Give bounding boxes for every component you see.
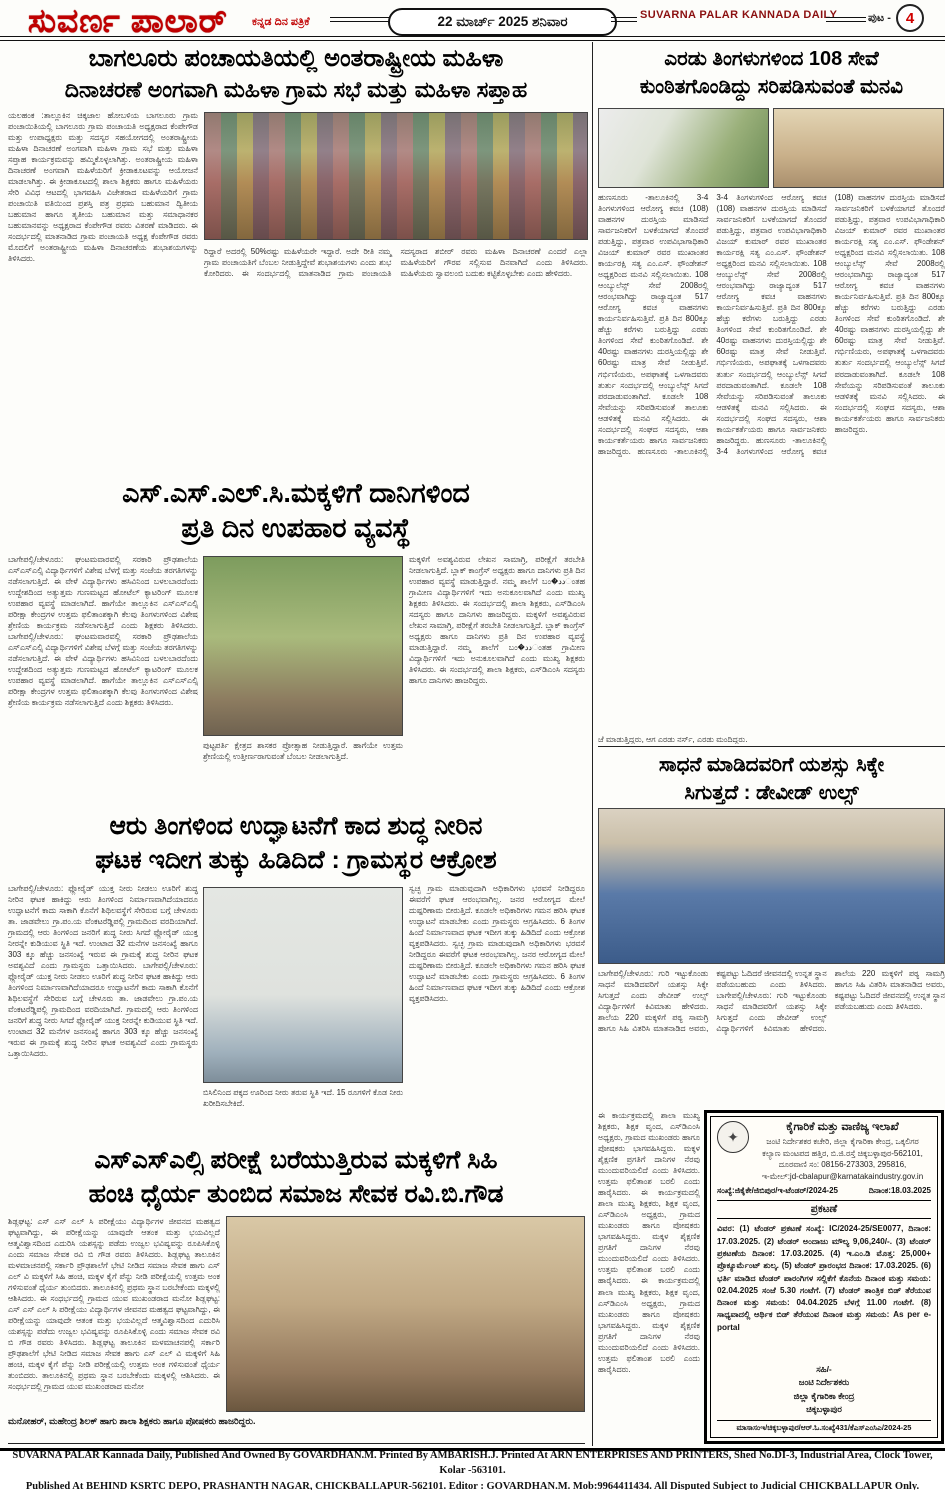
notice-ro-number: ಮಾಸಾಸಂಇ/ಚಿಕ್ಕಬಳ್ಳಾಪುರ/ಆರ್.ಓ.ಸಂಖ್ಯೆ431/ಕೆಎಸ್ಎಂಸಿಎ/2024-25	[717, 1420, 931, 1433]
right-article1-tail: ಜೆ ಮಾಡುತ್ತಿದ್ದರು, ಆಗ ಎರಡು ನರ್ಸ್, ಎರಡು ಮಂದಿದ್ದರು.	[598, 735, 748, 744]
right-article2-headline-line1: ಸಾಧನೆ ಮಾಡಿದವರಿಗೆ ಯಶಸ್ಸು ಸಿಕ್ಕೇ	[658, 754, 885, 776]
masthead-rule-left	[330, 17, 390, 22]
article4-headline-line2: ಹಂಚಿ ಧೈರ್ಯ ತುಂಬಿದ ಸಮಾಜ ಸೇವಕ ರವಿ.ಬಿ.ಗೌಡ	[88, 1180, 504, 1208]
notice-title: ಪ್ರಕಟಣೆ	[717, 1200, 931, 1219]
masthead-date: 22 ಮಾರ್ಚ್ 2025 ಶನಿವಾರ	[388, 8, 617, 36]
article4-photo-caption: ಮನೋಹರ್, ಮಹೇಂದ್ರ ಶಿಲಕ್ ಹಾಗು ಶಾಲಾ ಶಿಕ್ಷಕರು ಹಾಗೂ ಪೋಷಕರು ಹಾಜರಿದ್ದರು.	[8, 1416, 256, 1426]
masthead-tagline: ಕನ್ನಡ ದಿನ ಪತ್ರಿಕೆ	[252, 16, 310, 28]
article1-body-cols23: ರಿದ್ದಾರೆ ಅದರಲ್ಲಿ 50%ರಷ್ಟು ಮಹಿಳೆಯರೇ ಇದ್ದಾರೆ. ಅದೇ ರೀತಿ ನಮ್ಮ ಗ್ರಾಮ ಪಂಚಾಯತಿಗೆ ಬೆಂಬಲ ನೀಡುತ್ತಿದ್ದೇವೆ ಶುಭಾಶಯಗಳು ಎಂದು ಶುಭ ಕೋರಿದರು. ಈ ಸಂದರ್ಭದಲ್ಲಿ ಮಾತನಾಡಿದ ಗ್ರಾಮ ಪಂಚಾಯತಿ ಸದಸ್ಯರಾದ ಶಬೀರ್ ರವರು ಮಹಿಳಾ ದಿನಾಚರಣೆ ಎಂದರೆ ಎಲ್ಲಾ ಮಹಿಳೆಯರಿಗೆ ಗೌರವ ಸಲ್ಲಿಸುವ ದಿನವಾಗಿದೆ ಎಂದು ತಿಳಿಸಿದರು. ಮಹಿಳೆಯರು ಸ್ವಾವಲಂಬಿ ಬದುಕು ಕಟ್ಟಿಕೊಳ್ಳಬೇಕು ಎಂದು ಹೇಳಿದರು.	[204, 247, 588, 279]
article1-headline-line1: ಬಾಗಲೂರು ಪಂಚಾಯತಿಯಲ್ಲಿ ಅಂತರಾಷ್ಟ್ರೀಯ ಮಹಿಳಾ	[88, 45, 504, 72]
right-article1-photo-ambulance	[598, 108, 769, 188]
masthead-bottom-rule	[0, 36, 945, 41]
page-label: ಪುಟ -	[868, 12, 891, 24]
article4-bottom-rule	[8, 1443, 585, 1444]
article1-headline-line2: ದಿನಾಚರಣೆ ಅಂಗವಾಗಿ ಮಹಿಳಾ ಗ್ರಾಮ ಸಭೆ ಮತ್ತು ಮಹಿಳಾ ಸಪ್ತಾಹ	[64, 77, 528, 102]
tender-notice-box	[704, 1110, 944, 1444]
imprint-line1: SUVARNA PALAR Kannada Daily, Published And Owned By GOVARDHAN.M. Printed By AMBARISH.J. Printed At ARN ENTERPRISES AND PRINTERS, Shed No.DI-3, Industrial Area, Clock Tower, Kolar -563101.	[12, 1450, 933, 1477]
notice-sign-place: ಚಿಕ್ಕಬಳ್ಳಾಪುರ	[806, 1404, 842, 1415]
notice-sign-designation: ಜಂಟಿ ನಿರ್ದೇಶಕರು	[798, 1377, 850, 1388]
article2-headline-line2: ಪ್ರತಿ ದಿನ ಉಪಹಾರ ವ್ಯವಸ್ಥೆ	[181, 513, 411, 543]
notice-body: ವಿವರ: (1) ಟೆಂಡರ್ ಪ್ರಕಟಣೆ ಸಂಖ್ಯೆ: IC/2024-25/SE0077, ದಿನಾಂಕ: 17.03.2025. (2) ಟೆಂಡರ್ ಅಂದಾಜು ಮೌಲ್ಯ 9,06,240/-. (3) ಟೆಂಡರ್ ಪ್ರಕಟಣೆಯ ದಿನಾಂಕ: 17.03.2025. (4) ಇ.ಎಂ.ಡಿ ಮೊತ್ತ: 25,000+ ಪ್ರೊಕ್ಯೂರ್ಮೆಂಟ್ ಶುಲ್ಕ. (5) ಟೆಂಡರ್ ಪ್ರಾರಂಭದ ದಿನಾಂಕ: 17.03.2025. (6) ಭರ್ತಿ ಮಾಡಿದ ಟೆಂಡರ್ ಪಾರಂಗಿಗಳ ಸಲ್ಲಿಕೆಗೆ ಕೊನೆಯ ದಿನಾಂಕ ಮತ್ತು ಸಮಯ: 02.04.2025 ಸಂಜೆ 5.30 ಗಂಟೆಗೆ. (7) ಟೆಂಡರ್ ತಾಂತ್ರಿಕ ಬಿಡ್ ತೆರೆಯುವ ದಿನಾಂಕ ಮತ್ತು ಸಮಯ: 04.04.2025 ಬೆಳಗ್ಗೆ 11.00 ಗಂಟೆಗೆ. (8) ಸಾಧ್ಯವಾದಲ್ಲಿ ಆರ್ಥಿಕ ಬಿಡ್ ತೆರೆಯುವ ದಿನಾಂಕ ಮತ್ತು ಸಮಯ: As per e-portal	[717, 1224, 931, 1332]
article2-body-col1: ಬಾಗೇಪಲ್ಲಿ/ಚೇಳೂರು: ಘಂಟಮವಾರವಲ್ಲಿ ಸರಕಾರಿ ಪ್ರೌಢಶಾಲೆಯ ಎಸ್ಎಸ್ಎಲ್ಸಿ ವಿದ್ಯಾರ್ಥಿಗಳಿಗೆ ವಿಶೇಷ ಬೆಳಗ್ಗೆ ಮತ್ತು ಸಂಜೆಯ ತರಗತಿಗಳನ್ನು ನಡೆಸಲಾಗುತ್ತಿದೆ. ಈ ವೇಳೆ ವಿದ್ಯಾರ್ಥಿಗಳು ಹಸಿವಿನಿಂದ ಬಳಲಬಾರದೆಂದು ಉದ್ದೇಶದಿಂದ ಅತ್ಯುತ್ತಮ ಗುಣಮಟ್ಟದ ಹೋಟೆಲ್ ಕ್ಯಾಟರಿಂಗ್ ಮೂಲಕ ಉಪಹಾರ ವ್ಯವಸ್ಥೆ ಮಾಡಲಾಗಿದೆ. ಹಾಗೆಯೇ ತಾಲ್ಲೂಕಿನ ಎಸ್ಎಸ್ಎಲ್ಸಿ ಪರೀಕ್ಷಾ ಕೇಂದ್ರಗಳ ಉತ್ತಮ ಫಲಿತಾಂಶಕ್ಕಾಗಿ ಕೆಲವು ತಿಂಗಳುಗಳಿಂದ ವಿಶೇಷ ಶ್ರೇಣಿಯ ಕಾರ್ಯಕ್ರಮ ನಡೆಸಲಾಗುತ್ತಿದೆ ಎಂದು ಶಿಕ್ಷಕರು ತಿಳಿಸಿದರು. ಬಾಗೇಪಲ್ಲಿ/ಚೇಳೂರು: ಘಂಟಮವಾರವಲ್ಲಿ ಸರಕಾರಿ ಪ್ರೌಢಶಾಲೆಯ ಎಸ್ಎಸ್ಎಲ್ಸಿ ವಿದ್ಯಾರ್ಥಿಗಳಿಗೆ ವಿಶೇಷ ಬೆಳಗ್ಗೆ ಮತ್ತು ಸಂಜೆಯ ತರಗತಿಗಳನ್ನು ನಡೆಸಲಾಗುತ್ತಿದೆ. ಈ ವೇಳೆ ವಿದ್ಯಾರ್ಥಿಗಳು ಹಸಿವಿನಿಂದ ಬಳಲಬಾರದೆಂದು ಉದ್ದೇಶದಿಂದ ಅತ್ಯುತ್ತಮ ಗುಣಮಟ್ಟದ ಹೋಟೆಲ್ ಕ್ಯಾಟರಿಂಗ್ ಮೂಲಕ ಉಪಹಾರ ವ್ಯವಸ್ಥೆ ಮಾಡಲಾಗಿದೆ. ಹಾಗೆಯೇ ತಾಲ್ಲೂಕಿನ ಎಸ್ಎಸ್ಎಲ್ಸಿ ಪರೀಕ್ಷಾ ಕೇಂದ್ರಗಳ ಉತ್ತಮ ಫಲಿತಾಂಶಕ್ಕಾಗಿ ಕೆಲವು ತಿಂಗಳುಗಳಿಂದ ವಿಶೇಷ ಶ್ರೇಣಿಯ ಕಾರ್ಯಕ್ರಮ ನಡೆಸಲಾಗುತ್ತಿದೆ ಎಂದು ಶಿಕ್ಷಕರು ತಿಳಿಸಿದರು.	[8, 555, 198, 708]
article4-photo	[226, 1216, 585, 1412]
notice-ref-date: ದಿನಾಂಕ:18.03.2025	[868, 1186, 931, 1196]
imprint-line2: Published At BEHIND KSRTC DEPO, PRASHANTH NAGAR, CHICKBALLAPUR-562101. Editor : GOVARDHAN.M. Mob:9964411434. All Disputed Subject to Judicial CHICKBALLAPUR Only.	[25, 1480, 920, 1490]
right-article2-photo	[598, 808, 945, 964]
article2-body-under-photo: ಪುಟ್ಟಪರ್ತಿ ಕ್ಷೇತ್ರದ ಶಾಸಕರ ಪ್ರೋತ್ಸಾಹ ನೀಡುತ್ತಿದ್ದಾರೆ. ಹಾಗೆಯೇ ಉತ್ತಮ ಶ್ರೇಣಿಯಲ್ಲಿ ಉತ್ತೀರ್ಣರಾಗುವಂತೆ ಬೆಂಬಲ ನೀಡಲಾಗುತ್ತಿದೆ.	[203, 741, 403, 762]
article3-headline-line2: ಘಟಕ ಇದೀಗ ತುಕ್ಕು ಹಿಡಿದಿದೆ : ಗ್ರಾಮಸ್ಥರ ಆಕ್ರೋಶ	[95, 846, 497, 874]
article2-headline-line1: ಎಸ್.ಎಸ್.ಎಲ್.ಸಿ.ಮಕ್ಕಳಿಗೆ ದಾನಿಗಳಿಂದ	[122, 478, 470, 508]
department-emblem-icon: ✦	[717, 1121, 749, 1153]
notice-addr3: ದೂರವಾಣಿ ಸಂ: 08156-273303, 295816,	[778, 1160, 907, 1170]
notice-sign-slash: ಸಹಿ/-	[816, 1363, 832, 1374]
notice-addr1: ಜಂಟಿ ನಿರ್ದೇಶಕರ ಕಚೇರಿ, ಜಿಲ್ಲಾ ಕೈಗಾರಿಕಾ ಕೇಂದ್ರ, ಒಕ್ಕಲಿಗರ	[766, 1137, 919, 1146]
center-column-divider	[592, 42, 593, 1446]
right-article2-body-narrow: ಈ ಕಾರ್ಯಕ್ರಮದಲ್ಲಿ ಶಾಲಾ ಮುಖ್ಯ ಶಿಕ್ಷಕರು, ಶಿಕ್ಷಕ ವೃಂದ, ಎಸ್‌ಡಿಎಂಸಿ ಅಧ್ಯಕ್ಷರು, ಗ್ರಾಮದ ಮುಖಂಡರು ಹಾಗೂ ಪೋಷಕರು ಭಾಗವಹಿಸಿದ್ದರು. ಮಕ್ಕಳ ಶೈಕ್ಷಣಿಕ ಪ್ರಗತಿಗೆ ದಾನಿಗಳ ನೆರವು ಮುಂದುವರಿಯಲಿದೆ ಎಂದು ತಿಳಿಸಿದರು. ಉತ್ತಮ ಫಲಿತಾಂಶ ಬರಲಿ ಎಂದು ಹಾರೈಸಿದರು. ಈ ಕಾರ್ಯಕ್ರಮದಲ್ಲಿ ಶಾಲಾ ಮುಖ್ಯ ಶಿಕ್ಷಕರು, ಶಿಕ್ಷಕ ವೃಂದ, ಎಸ್‌ಡಿಎಂಸಿ ಅಧ್ಯಕ್ಷರು, ಗ್ರಾಮದ ಮುಖಂಡರು ಹಾಗೂ ಪೋಷಕರು ಭಾಗವಹಿಸಿದ್ದರು. ಮಕ್ಕಳ ಶೈಕ್ಷಣಿಕ ಪ್ರಗತಿಗೆ ದಾನಿಗಳ ನೆರವು ಮುಂದುವರಿಯಲಿದೆ ಎಂದು ತಿಳಿಸಿದರು. ಉತ್ತಮ ಫಲಿತಾಂಶ ಬರಲಿ ಎಂದು ಹಾರೈಸಿದರು. ಈ ಕಾರ್ಯಕ್ರಮದಲ್ಲಿ ಶಾಲಾ ಮುಖ್ಯ ಶಿಕ್ಷಕರು, ಶಿಕ್ಷಕ ವೃಂದ, ಎಸ್‌ಡಿಎಂಸಿ ಅಧ್ಯಕ್ಷರು, ಗ್ರಾಮದ ಮುಖಂಡರು ಹಾಗೂ ಪೋಷಕರು ಭಾಗವಹಿಸಿದ್ದರು. ಮಕ್ಕಳ ಶೈಕ್ಷಣಿಕ ಪ್ರಗತಿಗೆ ದಾನಿಗಳ ನೆರವು ಮುಂದುವರಿಯಲಿದೆ ಎಂದು ತಿಳಿಸಿದರು. ಉತ್ತಮ ಫಲಿತಾಂಶ ಬರಲಿ ಎಂದು ಹಾರೈಸಿದರು.	[598, 1111, 700, 1374]
article1-body-col1: ಯಲಹಂಕ :ತಾಲ್ಲೂಕಿನ ಚಿಕ್ಕಜಾಲ ಹೋಬಳಿಯ ಬಾಗಲೂರು ಗ್ರಾಮ ಪಂಚಾಯಿತಿಯಲ್ಲಿ ಬಾಗಲೂರು ಗ್ರಾಮ ಪಂಚಾಯತಿ ಅಧ್ಯಕ್ಷರಾದ ಕೆಂಪೇಗೌಡ ಮತ್ತು ಉಪಾಧ್ಯಕ್ಷರು ಮತ್ತು ಸದಸ್ಯರ ಸಹಯೋಗದಲ್ಲಿ ಅಂತರಾಷ್ಟ್ರೀಯ ಮಹಿಳಾ ದಿನಾಚರಣೆ ಅಂಗವಾಗಿ ಮಹಿಳಾ ಗ್ರಾಮ ಸಭೆ ಮತ್ತು ಮಹಿಳಾ ಸಪ್ತಾಹ ಕಾರ್ಯಕ್ರಮವನ್ನು ಹಮ್ಮಿಕೊಳ್ಳಲಾಗಿತ್ತು. ಅಂತರಾಷ್ಟ್ರೀಯ ಮಹಿಳಾ ದಿನಾಚರಣೆ ಅಂಗವಾಗಿ ಮಹಿಳೆಯರಿಗೆ ಕ್ರೀಡಾಕೂಟವನ್ನು ಆಯೋಜನೆ ಮಾಡಲಾಗಿತ್ತು. ಈ ಕ್ರೀಡಾಕೂಟದಲ್ಲಿ ಶಾಲಾ ಶಿಕ್ಷಕರು ಹಾಗೂ ಮಹಿಳೆಯರು ಸೇರಿ ವಿವಿಧ ಆಟದಲ್ಲಿ ಭಾಗವಹಿಸಿ ವಿಜೇತರಾದ ಮಹಿಳೆಯರಿಗೆ ಗ್ರಾಮ ಪಂಚಾಯಿತಿ ವತಿಯಿಂದ ಪ್ರಶಸ್ತಿ ಪತ್ರ ಪ್ರಥಮ ಬಹುಮಾನ ದ್ವಿತೀಯ ಬಹುಮಾನ ಹಾಗೂ ತೃತೀಯ ಬಹುಮಾನ ಮತ್ತು ಸಮಾಧಾನಕರ ಬಹುಮಾನವನ್ನು ಅಧ್ಯಕ್ಷರಾದ ಕೆಂಪೇಗೌಡ ರವರು ವಿತರಣೆ ಮಾಡಿದರು. ಈ ಸಂದರ್ಭದಲ್ಲಿ ಮಾತನಾಡಿದ ಗ್ರಾಮ ಪಂಚಾಯತಿ ಅಧ್ಯಕ್ಷ ಕೆಂಪೇಗೌಡ ರವರು ಮೊದಲಿಗೆ ಅಂತರಾಷ್ಟ್ರೀಯ ಮಹಿಳಾ ದಿನಾಚರಣೆಯ ಶುಭಾಶಯಗಳನ್ನು ತಿಳಿಸಿದರು.	[8, 111, 198, 264]
right-article1-photo-office	[773, 108, 944, 188]
article4-headline-line1: ಎಸ್ಎಸ್ಎಲ್ಸಿ ಪರೀಕ್ಷೆ ಬರೆಯುತ್ತಿರುವ ಮಕ್ಕಳಿಗೆ ಸಿಹಿ	[94, 1146, 498, 1174]
right-article1-body: ಹುಣಸೂರು -ತಾಲೂಕಿನಲ್ಲಿ 3-4 ತಿಂಗಳುಗಳಿಂದ ಆರೋಗ್ಯ ಕವಚ (108) ವಾಹನಗಳ ದುರಸ್ತಿಯ ಮಾಡಿಸದೆ ಸಾರ್ವಜನಿಕರಿಗೆ ಬಳಕೆಯಾಗದೆ ತೊಂದರೆ ಪಡುತ್ತಿದ್ದು, ಪತ್ರವಾರ ಉಪವಿಭಾಗಾಧಿಕಾರಿ ವಿಜಯ್ ಕುಮಾರ್ ರವರ ಮುಖಾಂತರ ಕಾರ್ಯರಕ್ಷಿ ಸತ್ಯ ಎಂ.ಎಸ್. ಫೌಂಡೇಶನ್ ಅಧ್ಯಕ್ಷರಿಂದ ಮನವಿ ಸಲ್ಲಿಸಲಾಯಿತು. 108 ಆಂಬ್ಯುಲೆನ್ಸ್ ಸೇವೆ 2008ರಲ್ಲಿ ಆರಂಭವಾಗಿದ್ದು ರಾಜ್ಯಾದ್ಯಂತ 517 ಆರೋಗ್ಯ ಕವಚ ವಾಹನಗಳು ಕಾರ್ಯನಿರ್ವಹಿಸುತ್ತಿವೆ. ಪ್ರತಿ ದಿನ 800ಕ್ಕೂ ಹೆಚ್ಚು ಕರೆಗಳು ಬರುತ್ತಿದ್ದು ಎರಡು ತಿಂಗಳಿಂದ ಸೇವೆ ಕುಂಠಿತಗೊಂಡಿದೆ. ಶೇ 40ರಷ್ಟು ವಾಹನಗಳು ದುರಸ್ತಿಯಲ್ಲಿದ್ದು ಶೇ 60ರಷ್ಟು ಮಾತ್ರ ಸೇವೆ ನೀಡುತ್ತಿವೆ. ಗರ್ಭಿಣಿಯರು, ಅಪಘಾತಕ್ಕೆ ಒಳಗಾದವರು ತುರ್ತು ಸಂದರ್ಭದಲ್ಲಿ ಆಂಬ್ಯುಲೆನ್ಸ್ ಸಿಗದೆ ಪರದಾಡುವಂತಾಗಿದೆ. ಕೂಡಲೇ 108 ಸೇವೆಯನ್ನು ಸರಿಪಡಿಸುವಂತೆ ತಾಲೂಕು ಆಡಳಿತಕ್ಕೆ ಮನವಿ ಸಲ್ಲಿಸಿದರು. ಈ ಸಂದರ್ಭದಲ್ಲಿ ಸಂಘದ ಸದಸ್ಯರು, ಆಶಾ ಕಾರ್ಯಕರ್ತೆಯರು ಹಾಗೂ ಸಾರ್ವಜನಿಕರು ಹಾಜರಿದ್ದರು. ಹುಣಸೂರು -ತಾಲೂಕಿನಲ್ಲಿ 3-4 ತಿಂಗಳುಗಳಿಂದ ಆರೋಗ್ಯ ಕವಚ (108) ವಾಹನಗಳ ದುರಸ್ತಿಯ ಮಾಡಿಸದೆ ಸಾರ್ವಜನಿಕರಿಗೆ ಬಳಕೆಯಾಗದೆ ತೊಂದರೆ ಪಡುತ್ತಿದ್ದು, ಪತ್ರವಾರ ಉಪವಿಭಾಗಾಧಿಕಾರಿ ವಿಜಯ್ ಕುಮಾರ್ ರವರ ಮುಖಾಂತರ ಕಾರ್ಯರಕ್ಷಿ ಸತ್ಯ ಎಂ.ಎಸ್. ಫೌಂಡೇಶನ್ ಅಧ್ಯಕ್ಷರಿಂದ ಮನವಿ ಸಲ್ಲಿಸಲಾಯಿತು. 108 ಆಂಬ್ಯುಲೆನ್ಸ್ ಸೇವೆ 2008ರಲ್ಲಿ ಆರಂಭವಾಗಿದ್ದು ರಾಜ್ಯಾದ್ಯಂತ 517 ಆರೋಗ್ಯ ಕವಚ ವಾಹನಗಳು ಕಾರ್ಯನಿರ್ವಹಿಸುತ್ತಿವೆ. ಪ್ರತಿ ದಿನ 800ಕ್ಕೂ ಹೆಚ್ಚು ಕರೆಗಳು ಬರುತ್ತಿದ್ದು ಎರಡು ತಿಂಗಳಿಂದ ಸೇವೆ ಕುಂಠಿತಗೊಂಡಿದೆ. ಶೇ 40ರಷ್ಟು ವಾಹನಗಳು ದುರಸ್ತಿಯಲ್ಲಿದ್ದು ಶೇ 60ರಷ್ಟು ಮಾತ್ರ ಸೇವೆ ನೀಡುತ್ತಿವೆ. ಗರ್ಭಿಣಿಯರು, ಅಪಘಾತಕ್ಕೆ ಒಳಗಾದವರು ತುರ್ತು ಸಂದರ್ಭದಲ್ಲಿ ಆಂಬ್ಯುಲೆನ್ಸ್ ಸಿಗದೆ ಪರದಾಡುವಂತಾಗಿದೆ. ಕೂಡಲೇ 108 ಸೇವೆಯನ್ನು ಸರಿಪಡಿಸುವಂತೆ ತಾಲೂಕು ಆಡಳಿತಕ್ಕೆ ಮನವಿ ಸಲ್ಲಿಸಿದರು. ಈ ಸಂದರ್ಭದಲ್ಲಿ ಸಂಘದ ಸದಸ್ಯರು, ಆಶಾ ಕಾರ್ಯಕರ್ತೆಯರು ಹಾಗೂ ಸಾರ್ವಜನಿಕರು ಹಾಜರಿದ್ದರು. ಹುಣಸೂರು -ತಾಲೂಕಿನಲ್ಲಿ 3-4 ತಿಂಗಳುಗಳಿಂದ ಆರೋಗ್ಯ ಕವಚ (108) ವಾಹನಗಳ ದುರಸ್ತಿಯ ಮಾಡಿಸದೆ ಸಾರ್ವಜನಿಕರಿಗೆ ಬಳಕೆಯಾಗದೆ ತೊಂದರೆ ಪಡುತ್ತಿದ್ದು, ಪತ್ರವಾರ ಉಪವಿಭಾಗಾಧಿಕಾರಿ ವಿಜಯ್ ಕುಮಾರ್ ರವರ ಮುಖಾಂತರ ಕಾರ್ಯರಕ್ಷಿ ಸತ್ಯ ಎಂ.ಎಸ್. ಫೌಂಡೇಶನ್ ಅಧ್ಯಕ್ಷರಿಂದ ಮನವಿ ಸಲ್ಲಿಸಲಾಯಿತು. 108 ಆಂಬ್ಯುಲೆನ್ಸ್ ಸೇವೆ 2008ರಲ್ಲಿ ಆರಂಭವಾಗಿದ್ದು ರಾಜ್ಯಾದ್ಯಂತ 517 ಆರೋಗ್ಯ ಕವಚ ವಾಹನಗಳು ಕಾರ್ಯನಿರ್ವಹಿಸುತ್ತಿವೆ. ಪ್ರತಿ ದಿನ 800ಕ್ಕೂ ಹೆಚ್ಚು ಕರೆಗಳು ಬರುತ್ತಿದ್ದು ಎರಡು ತಿಂಗಳಿಂದ ಸೇವೆ ಕುಂಠಿತಗೊಂಡಿದೆ. ಶೇ 40ರಷ್ಟು ವಾಹನಗಳು ದುರಸ್ತಿಯಲ್ಲಿದ್ದು ಶೇ 60ರಷ್ಟು ಮಾತ್ರ ಸೇವೆ ನೀಡುತ್ತಿವೆ. ಗರ್ಭಿಣಿಯರು, ಅಪಘಾತಕ್ಕೆ ಒಳಗಾದವರು ತುರ್ತು ಸಂದರ್ಭದಲ್ಲಿ ಆಂಬ್ಯುಲೆನ್ಸ್ ಸಿಗದೆ ಪರದಾಡುವಂತಾಗಿದೆ. ಕೂಡಲೇ 108 ಸೇವೆಯನ್ನು ಸರಿಪಡಿಸುವಂತೆ ತಾಲೂಕು ಆಡಳಿತಕ್ಕೆ ಮನವಿ ಸಲ್ಲಿಸಿದರು. ಈ ಸಂದರ್ಭದಲ್ಲಿ ಸಂಘದ ಸದಸ್ಯರು, ಆಶಾ ಕಾರ್ಯಕರ್ತೆಯರು ಹಾಗೂ ಸಾರ್ವಜನಿಕರು ಹಾಜರಿದ್ದರು.	[598, 193, 945, 456]
masthead-brand-english: SUVARNA PALAR KANNADA DAILY	[640, 9, 838, 21]
article3-body-under-photo: ಬಿಸಿಲಿನಿಂದ ಪಕ್ಕದ ಊರಿಂದ ನೀರು ತರುವ ಸ್ಥಿತಿ ಇದೆ. 15 ರೂಗಳಿಗೆ ಕೊಡ ನೀರು ಖರೀದಿಸಬೇಕಿದೆ.	[203, 1088, 403, 1109]
right-article2-headline-line2: ಸಿಗುತ್ತದೆ : ಡೇವೀಡ್ ಉಲ್ಸ್	[684, 782, 859, 804]
article2-body-col3: ಮಕ್ಕಳಿಗೆ ಅವಶ್ಯವಿರುವ ಲೇಖನ ಸಾಮಾಗ್ರಿ, ಪರೀಕ್ಷೆಗೆ ತರಬೇತಿ ನೀಡಲಾಗುತ್ತಿದೆ. ಬ್ಲಾಕ್ ಕಾಂಗ್ರೆಸ್ ಅಧ್ಯಕ್ಷರು ಹಾಗೂ ದಾನಿಗಳು ಪ್ರತಿ ದಿನ ಉಪಹಾರ ವ್ಯವಸ್ಥೆ ಮಾಡುತ್ತಿದ್ದಾರೆ. ನಮ್ಮ ಶಾಲೆಗೆ ಬಂ�ددಂತಹ ಗ್ರಾಮೀಣ ವಿದ್ಯಾರ್ಥಿಗಳಿಗೆ ಇದು ಅನುಕೂಲವಾಗಿದೆ ಎಂದು ಮುಖ್ಯ ಶಿಕ್ಷಕರು ತಿಳಿಸಿದರು. ಈ ಸಂದರ್ಭದಲ್ಲಿ ಶಾಲಾ ಶಿಕ್ಷಕರು, ಎಸ್‌ಡಿಎಂಸಿ ಸದಸ್ಯರು ಹಾಗೂ ದಾನಿಗಳು ಹಾಜರಿದ್ದರು. ಮಕ್ಕಳಿಗೆ ಅವಶ್ಯವಿರುವ ಲೇಖನ ಸಾಮಾಗ್ರಿ, ಪರೀಕ್ಷೆಗೆ ತರಬೇತಿ ನೀಡಲಾಗುತ್ತಿದೆ. ಬ್ಲಾಕ್ ಕಾಂಗ್ರೆಸ್ ಅಧ್ಯಕ್ಷರು ಹಾಗೂ ದಾನಿಗಳು ಪ್ರತಿ ದಿನ ಉಪಹಾರ ವ್ಯವಸ್ಥೆ ಮಾಡುತ್ತಿದ್ದಾರೆ. ನಮ್ಮ ಶಾಲೆಗೆ ಬಂ�ددಂತಹ ಗ್ರಾಮೀಣ ವಿದ್ಯಾರ್ಥಿಗಳಿಗೆ ಇದು ಅನುಕೂಲವಾಗಿದೆ ಎಂದು ಮುಖ್ಯ ಶಿಕ್ಷಕರು ತಿಳಿಸಿದರು. ಈ ಸಂದರ್ಭದಲ್ಲಿ ಶಾಲಾ ಶಿಕ್ಷಕರು, ಎಸ್‌ಡಿಎಂಸಿ ಸದಸ್ಯರು ಹಾಗೂ ದಾನಿಗಳು ಹಾಜರಿದ್ದರು.	[409, 555, 585, 686]
notice-ref-no: ಸಂಖ್ಯೆ:ಜಿಕೈಕೇ/ಜಿಬಿಪುರ/ಇ-ಟೆಂಡರ್/2024-25	[717, 1186, 838, 1196]
notice-dept-title: ಕೈಗಾರಿಕೆ ಮತ್ತು ವಾಣಿಜ್ಯ ಇಲಾಖೆ	[786, 1121, 899, 1133]
article3-photo	[203, 887, 403, 1083]
masthead-brand-kannada: ಸುವರ್ಣ ಪಾಲಾರ್	[28, 2, 228, 39]
right-article2-body: ಬಾಗೇಪಲ್ಲಿ/ಚೇಳೂರು: ಗುರಿ ಇಟ್ಟುಕೊಂಡು ಸಾಧನೆ ಮಾಡಿದವರಿಗೆ ಯಶಸ್ಸು ಸಿಕ್ಕೇ ಸಿಗುತ್ತದೆ ಎಂದು ಡೇವೀಡ್ ಉಲ್ಸ್ ವಿದ್ಯಾರ್ಥಿಗಳಿಗೆ ಕಿವಿಮಾತು ಹೇಳಿದರು. ಶಾಲೆಯ 220 ಮಕ್ಕಳಿಗೆ ಪಠ್ಯ ಸಾಮಗ್ರಿ ಹಾಗೂ ಸಿಹಿ ವಿತರಿಸಿ ಮಾತನಾಡಿದ ಅವರು, ಕಷ್ಟಪಟ್ಟು ಓದಿದರೆ ಜೀವನದಲ್ಲಿ ಉನ್ನತ ಸ್ಥಾನ ಪಡೆಯಬಹುದು ಎಂದು ತಿಳಿಸಿದರು. ಬಾಗೇಪಲ್ಲಿ/ಚೇಳೂರು: ಗುರಿ ಇಟ್ಟುಕೊಂಡು ಸಾಧನೆ ಮಾಡಿದವರಿಗೆ ಯಶಸ್ಸು ಸಿಕ್ಕೇ ಸಿಗುತ್ತದೆ ಎಂದು ಡೇವೀಡ್ ಉಲ್ಸ್ ವಿದ್ಯಾರ್ಥಿಗಳಿಗೆ ಕಿವಿಮಾತು ಹೇಳಿದರು. ಶಾಲೆಯ 220 ಮಕ್ಕಳಿಗೆ ಪಠ್ಯ ಸಾಮಗ್ರಿ ಹಾಗೂ ಸಿಹಿ ವಿತರಿಸಿ ಮಾತನಾಡಿದ ಅವರು, ಕಷ್ಟಪಟ್ಟು ಓದಿದರೆ ಜೀವನದಲ್ಲಿ ಉನ್ನತ ಸ್ಥಾನ ಪಡೆಯಬಹುದು ಎಂದು ತಿಳಿಸಿದರು.	[598, 969, 945, 1034]
article1-photo	[204, 112, 588, 240]
masthead-rule-mid	[611, 17, 637, 22]
imprint-footer	[0, 1448, 945, 1490]
article3-body-col1: ಬಾಗೇಪಲ್ಲಿ/ಚೇಳೂರು: ಫ್ಲೋರೈಡ್ ಯುಕ್ತ ನೀರು ನೀಡಲು ಊರಿಗೆ ಶುದ್ಧ ನೀರಿನ ಘಟಕ ಹಾಕಿದ್ದು ಆರು ತಿಂಗಳಿಂದ ನಿರ್ಮಾಣವಾಗಿದೆಯಾದರೂ ಉದ್ಘಾಟನೆಗೆ ಕಾದು ಸಾಕಾಗಿ ಕೊನೆಗೆ ಶಿಥಿಲವಸ್ಥೆಗೆ ಸೇರಿರುವ ಬಗ್ಗೆ ಚೇಳೂರು ತಾ. ಜಾಡವೇಲು ಗ್ರಾ.ಪಂ.ಯ ವೆಂಕಟರೆಡ್ಡಿಪಲ್ಲಿ ಗ್ರಾಮದಿಂದ ವರದಿಯಾಗಿದೆ. ಗ್ರಾಮದಲ್ಲಿ ಆರು ತಿಂಗಳಿಂದ ಜನರಿಗೆ ಶುದ್ಧ ನೀರು ಸಿಗದೆ ಫ್ಲೋರೈಡ್ ಯುಕ್ತ ನೀರನ್ನೇ ಕುಡಿಯುವ ಸ್ಥಿತಿ ಇದೆ. ಉಂಟಾದ 32 ಮನೆಗಳ ಜನಸಂಖ್ಯೆ ಹಾಗೂ 303 ಕ್ಕೂ ಹೆಚ್ಚು ಜನಸಂಖ್ಯೆ ಇರುವ ಈ ಗ್ರಾಮಕ್ಕೆ ಶುದ್ಧ ನೀರಿನ ಘಟಕ ಅವಶ್ಯವಿದೆ ಎಂದು ಗ್ರಾಮಸ್ಥರು ಒತ್ತಾಯಿಸಿದರು. ಬಾಗೇಪಲ್ಲಿ/ಚೇಳೂರು: ಫ್ಲೋರೈಡ್ ಯುಕ್ತ ನೀರು ನೀಡಲು ಊರಿಗೆ ಶುದ್ಧ ನೀರಿನ ಘಟಕ ಹಾಕಿದ್ದು ಆರು ತಿಂಗಳಿಂದ ನಿರ್ಮಾಣವಾಗಿದೆಯಾದರೂ ಉದ್ಘಾಟನೆಗೆ ಕಾದು ಸಾಕಾಗಿ ಕೊನೆಗೆ ಶಿಥಿಲವಸ್ಥೆಗೆ ಸೇರಿರುವ ಬಗ್ಗೆ ಚೇಳೂರು ತಾ. ಜಾಡವೇಲು ಗ್ರಾ.ಪಂ.ಯ ವೆಂಕಟರೆಡ್ಡಿಪಲ್ಲಿ ಗ್ರಾಮದಿಂದ ವರದಿಯಾಗಿದೆ. ಗ್ರಾಮದಲ್ಲಿ ಆರು ತಿಂಗಳಿಂದ ಜನರಿಗೆ ಶುದ್ಧ ನೀರು ಸಿಗದೆ ಫ್ಲೋರೈಡ್ ಯುಕ್ತ ನೀರನ್ನೇ ಕುಡಿಯುವ ಸ್ಥಿತಿ ಇದೆ. ಉಂಟಾದ 32 ಮನೆಗಳ ಜನಸಂಖ್ಯೆ ಹಾಗೂ 303 ಕ್ಕೂ ಹೆಚ್ಚು ಜನಸಂಖ್ಯೆ ಇರುವ ಈ ಗ್ರಾಮಕ್ಕೆ ಶುದ್ಧ ನೀರಿನ ಘಟಕ ಅವಶ್ಯವಿದೆ ಎಂದು ಗ್ರಾಮಸ್ಥರು ಒತ್ತಾಯಿಸಿದರು.	[8, 884, 198, 1059]
article3-headline-line1: ಆರು ತಿಂಗಳಿಂದ ಉದ್ಘಾಟನೆಗೆ ಕಾದ ಶುದ್ಧ ನೀರಿನ	[109, 812, 483, 840]
right-article1-headline-line2: ಕುಂಠಿತಗೊಂಡಿದ್ದು ಸರಿಪಡಿಸುವಂತೆ ಮನವಿ	[639, 76, 904, 98]
notice-addr2: ಕಲ್ಯಾಣ ಮಂಟಪದ ಹತ್ತಿರ, ಬಿ.ಜಿ.ರಸ್ತೆ ಚಿಕ್ಕಬಳ್ಳಾಪುರ-562101,	[762, 1148, 923, 1158]
article4-body-col1: ಶಿಡ್ಲಘಟ್ಟ: ಎಸ್ ಎಸ್ ಎಲ್ ಸಿ ಪರೀಕ್ಷೆಯು ವಿದ್ಯಾರ್ಥಿಗಳ ಜೀವನದ ಮಹತ್ವದ ಘಟ್ಟವಾಗಿದ್ದು, ಈ ಪರೀಕ್ಷೆಯನ್ನು ಯಾವುದೇ ಆತಂಕ ಮತ್ತು ಭಯವಿಲ್ಲದೆ ಆತ್ಮವಿಶ್ವಾಸದಿಂದ ಎದುರಿಸಿ ಯಶಸ್ಸನ್ನು ಪಡೆದು ಉಜ್ವಲ ಭವಿಷ್ಯವನ್ನು ರೂಪಿಸಿಕೊಳ್ಳಿ ಎಂದು ಸಮಾಜ ಸೇವಕ ರವಿ ಬಿ ಗೌಡ ರವರು ತಿಳಿಸಿದರು. ಶಿಡ್ಲಘಟ್ಟ ತಾಲೂಕಿನ ಮಳಮಾಚನಪಲ್ಲಿ ಸರ್ಕಾರಿ ಪ್ರೌಢಶಾಲೆಗೆ ಭೇಟಿ ನೀಡಿದ ಸಮಾಜ ಸೇವಕ ಹಾಗು ಎಸ್ ಎಲ್ ವಿ ಮಕ್ಕಳಿಗೆ ಸಿಹಿ ಹಂಚಿ, ಮಕ್ಕಳ ಕೈಗೆ ಪೆನ್ನು ನೀಡಿ ಪರೀಕ್ಷೆಯಲ್ಲಿ ಉತ್ತಮ ಅಂಕ ಗಳಿಸುವಂತೆ ಧೈರ್ಯ ತುಂಬಿದರು. ತಾಲೂಕಿನಲ್ಲಿ ಪ್ರಥಮ ಸ್ಥಾನ ಬರಬೇಕೆಂದು ಮಕ್ಕಳಲ್ಲಿ ಆಶಿಸಿದರು. ಈ ಸಂಧರ್ಭದಲ್ಲಿ ಗ್ರಾಮದ ಯುವ ಮುಖಂಡರಾದ ಮನೋ ಶಿಡ್ಲಘಟ್ಟ: ಎಸ್ ಎಸ್ ಎಲ್ ಸಿ ಪರೀಕ್ಷೆಯು ವಿದ್ಯಾರ್ಥಿಗಳ ಜೀವನದ ಮಹತ್ವದ ಘಟ್ಟವಾಗಿದ್ದು, ಈ ಪರೀಕ್ಷೆಯನ್ನು ಯಾವುದೇ ಆತಂಕ ಮತ್ತು ಭಯವಿಲ್ಲದೆ ಆತ್ಮವಿಶ್ವಾಸದಿಂದ ಎದುರಿಸಿ ಯಶಸ್ಸನ್ನು ಪಡೆದು ಉಜ್ವಲ ಭವಿಷ್ಯವನ್ನು ರೂಪಿಸಿಕೊಳ್ಳಿ ಎಂದು ಸಮಾಜ ಸೇವಕ ರವಿ ಬಿ ಗೌಡ ರವರು ತಿಳಿಸಿದರು. ಶಿಡ್ಲಘಟ್ಟ ತಾಲೂಕಿನ ಮಳಮಾಚನಪಲ್ಲಿ ಸರ್ಕಾರಿ ಪ್ರೌಢಶಾಲೆಗೆ ಭೇಟಿ ನೀಡಿದ ಸಮಾಜ ಸೇವಕ ಹಾಗು ಎಸ್ ಎಲ್ ವಿ ಮಕ್ಕಳಿಗೆ ಸಿಹಿ ಹಂಚಿ, ಮಕ್ಕಳ ಕೈಗೆ ಪೆನ್ನು ನೀಡಿ ಪರೀಕ್ಷೆಯಲ್ಲಿ ಉತ್ತಮ ಅಂಕ ಗಳಿಸುವಂತೆ ಧೈರ್ಯ ತುಂಬಿದರು. ತಾಲೂಕಿನಲ್ಲಿ ಪ್ರಥಮ ಸ್ಥಾನ ಬರಬೇಕೆಂದು ಮಕ್ಕಳಲ್ಲಿ ಆಶಿಸಿದರು. ಈ ಸಂಧರ್ಭದಲ್ಲಿ ಗ್ರಾಮದ ಯುವ ಮುಖಂಡರಾದ ಮನೋ	[8, 1217, 220, 1392]
right-article1-headline-line1: ಎರಡು ತಿಂಗಳುಗಳಿಂದ 108 ಸೇವೆ	[664, 48, 879, 70]
masthead-rule-right	[826, 17, 866, 22]
page-number-badge: 4	[896, 4, 924, 32]
right-article1-end-rule	[598, 746, 945, 747]
notice-sign-office: ಜಿಲ್ಲಾ ಕೈಗಾರಿಕಾ ಕೇಂದ್ರ	[793, 1390, 855, 1401]
article3-body-col3: ಸ್ವಚ್ಛ ಗ್ರಾಮ ಮಾಡುವುದಾಗಿ ಅಧಿಕಾರಿಗಳು ಭರವಸೆ ನೀಡಿದ್ದರೂ ಈವರೆಗೆ ಘಟಕ ಆರಂಭವಾಗಿಲ್ಲ. ಜನರ ಆರೋಗ್ಯದ ಮೇಲೆ ದುಷ್ಪರಿಣಾಮ ಬೀರುತ್ತಿದೆ. ಕೂಡಲೇ ಅಧಿಕಾರಿಗಳು ಗಮನ ಹರಿಸಿ ಘಟಕ ಉದ್ಘಾಟನೆ ಮಾಡಬೇಕು ಎಂದು ಗ್ರಾಮಸ್ಥರು ಆಗ್ರಹಿಸಿದರು. 6 ತಿಂಗಳ ಹಿಂದೆ ನಿರ್ಮಾಣವಾದ ಘಟಕ ಇದೀಗ ತುಕ್ಕು ಹಿಡಿದಿದೆ ಎಂದು ಆಕ್ರೋಶ ವ್ಯಕ್ತಪಡಿಸಿದರು. ಸ್ವಚ್ಛ ಗ್ರಾಮ ಮಾಡುವುದಾಗಿ ಅಧಿಕಾರಿಗಳು ಭರವಸೆ ನೀಡಿದ್ದರೂ ಈವರೆಗೆ ಘಟಕ ಆರಂಭವಾಗಿಲ್ಲ. ಜನರ ಆರೋಗ್ಯದ ಮೇಲೆ ದುಷ್ಪರಿಣಾಮ ಬೀರುತ್ತಿದೆ. ಕೂಡಲೇ ಅಧಿಕಾರಿಗಳು ಗಮನ ಹರಿಸಿ ಘಟಕ ಉದ್ಘಾಟನೆ ಮಾಡಬೇಕು ಎಂದು ಗ್ರಾಮಸ್ಥರು ಆಗ್ರಹಿಸಿದರು. 6 ತಿಂಗಳ ಹಿಂದೆ ನಿರ್ಮಾಣವಾದ ಘಟಕ ಇದೀಗ ತುಕ್ಕು ಹಿಡಿದಿದೆ ಎಂದು ಆಕ್ರೋಶ ವ್ಯಕ್ತಪಡಿಸಿದರು.	[409, 884, 585, 1004]
article2-photo	[203, 556, 403, 736]
notice-email: ಇ-ಮೇಲ್:jd-cbalapur@karnatakaindustry.gov.in	[761, 1171, 924, 1181]
